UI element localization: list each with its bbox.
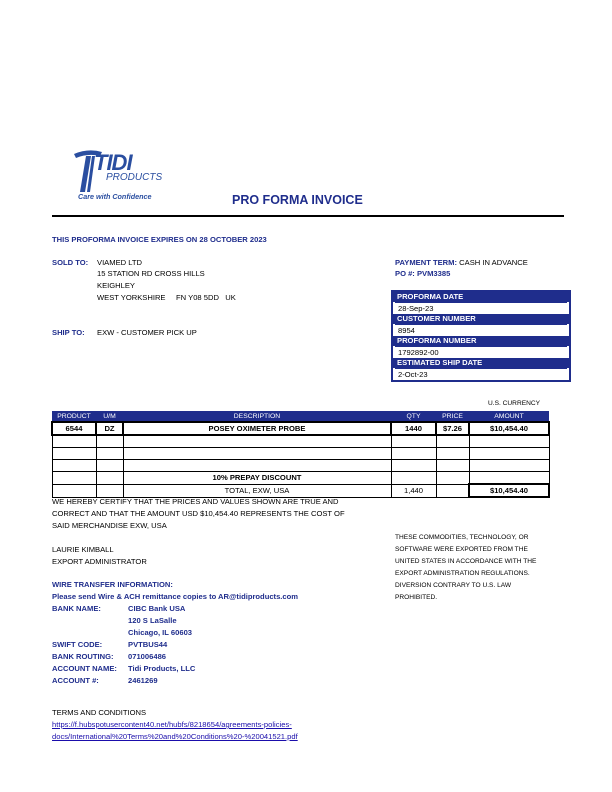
export-note-line3: UNITED STATES IN ACCORDANCE WITH THE [395, 558, 537, 565]
signer-role: EXPORT ADMINISTRATOR [52, 557, 147, 566]
sold-to-label: SOLD TO: [52, 258, 89, 267]
currency-label: U.S. CURRENCY [488, 400, 541, 407]
header-divider [52, 215, 564, 217]
col-qty: QTY [391, 411, 436, 422]
terms-link-line1[interactable]: https://f.hubspotusercontent40.net/hubfs/8218654/agreements-policies- [52, 720, 292, 729]
terms-link-line2[interactable]: docs/International%20Terms%20and%20Conditions%20-%20041521.pdf [52, 732, 298, 741]
sold-to-line3: WEST YORKSHIRE FN Y08 5DD UK [97, 293, 236, 302]
routing-value: 071006486 [128, 652, 167, 661]
payment-term [395, 258, 528, 267]
export-note-line2: SOFTWARE WERE EXPORTED FROM THE [395, 546, 528, 553]
table-row [52, 448, 549, 460]
table-header-row [52, 411, 549, 422]
customer-number-value: 8954 [395, 324, 567, 336]
total-amount: $10,454.40 [469, 484, 549, 497]
table-row [52, 422, 549, 435]
account-name-value: Tidi Products, LLC [128, 664, 196, 673]
logo-word: TIDI [94, 150, 132, 175]
col-price: PRICE [436, 411, 469, 422]
row-price: $7.26 [436, 422, 469, 435]
discount-row [52, 472, 549, 485]
sold-to-line2: KEIGHLEY [97, 281, 135, 290]
total-qty: 1,440 [391, 484, 436, 497]
sold-to-name: VIAMED LTD [97, 258, 143, 267]
terms-label: TERMS AND CONDITIONS [52, 708, 147, 717]
logo-sub: PRODUCTS [106, 172, 163, 183]
routing-label: BANK ROUTING: [52, 652, 114, 661]
row-product: 6544 [52, 422, 96, 435]
discount-label: 10% PREPAY DISCOUNT [123, 472, 391, 485]
bank-name-line2: 120 S LaSalle [128, 616, 177, 625]
proforma-date-value: 28-Sep-23 [395, 302, 567, 314]
row-amount: $10,454.40 [469, 422, 549, 435]
ship-date-value: 2-Oct-23 [395, 368, 567, 380]
line-items-table [51, 411, 550, 498]
col-description: DESCRIPTION [123, 411, 391, 422]
proforma-number-label: PROFORMA NUMBER [393, 336, 569, 346]
logo-tagline: Care with Confidence [78, 192, 152, 201]
row-um: DZ [96, 422, 123, 435]
ship-to-value: EXW - CUSTOMER PICK UP [97, 328, 197, 337]
row-description: POSEY OXIMETER PROBE [123, 422, 391, 435]
account-number-value: 2461269 [128, 676, 158, 685]
certify-line3: SAID MERCHANDISE EXW, USA [52, 521, 167, 530]
swift-value: PVTBUS44 [128, 640, 168, 649]
account-number-label: ACCOUNT #: [52, 676, 99, 685]
row-qty: 1440 [391, 422, 436, 435]
payment-term-value: CASH IN ADVANCE [459, 258, 528, 267]
expiry-notice: THIS PROFORMA INVOICE EXPIRES ON 28 OCTOBER 2023 [52, 235, 267, 244]
bank-name-label: BANK NAME: [52, 604, 101, 613]
sold-to-line1: 15 STATION RD CROSS HILLS [97, 269, 205, 278]
col-amount: AMOUNT [469, 411, 549, 422]
wire-note: Please send Wire & ACH remittance copies to AR@tidiproducts.com [52, 592, 299, 601]
po-label: PO #: [395, 269, 415, 278]
export-note-line1: THESE COMMODITIES, TECHNOLOGY, OR [395, 534, 529, 541]
customer-number-label: CUSTOMER NUMBER [393, 314, 569, 324]
certify-line1: WE HEREBY CERTIFY THAT THE PRICES AND VALUES SHOWN ARE TRUE AND [52, 497, 339, 506]
signer-name: LAURIE KIMBALL [52, 545, 114, 554]
export-note-line6: PROHIBITED. [395, 594, 438, 601]
ship-to-label: SHIP TO: [52, 328, 85, 337]
total-label: TOTAL, EXW, USA [123, 484, 391, 497]
po-value: PVM3385 [416, 269, 451, 278]
po-number [395, 269, 450, 278]
export-note-line4: EXPORT ADMINISTRATION REGULATIONS. [395, 570, 530, 577]
payment-term-label: PAYMENT TERM: [395, 258, 458, 267]
wire-heading: WIRE TRANSFER INFORMATION: [52, 580, 173, 589]
invoice-info-panel [391, 290, 571, 382]
certify-line2: CORRECT AND THAT THE AMOUNT USD $10,454.40 REPRESENTS THE COST OF [52, 509, 345, 518]
proforma-number-value: 1792892-00 [395, 346, 567, 358]
swift-label: SWIFT CODE: [52, 640, 103, 649]
total-row [52, 484, 549, 497]
col-um: U/M [96, 411, 123, 422]
page-title: PRO FORMA INVOICE [232, 193, 363, 207]
col-product: PRODUCT [52, 411, 96, 422]
table-row [52, 435, 549, 448]
company-logo [72, 148, 164, 204]
bank-name-line3: Chicago, IL 60603 [128, 628, 193, 637]
proforma-date-label: PROFORMA DATE [393, 292, 569, 302]
export-note-line5: DIVERSION CONTRARY TO U.S. LAW [395, 582, 512, 589]
account-name-label: ACCOUNT NAME: [52, 664, 117, 673]
table-row [52, 460, 549, 472]
bank-name-line1: CIBC Bank USA [128, 604, 186, 613]
ship-date-label: ESTIMATED SHIP DATE [393, 358, 569, 368]
